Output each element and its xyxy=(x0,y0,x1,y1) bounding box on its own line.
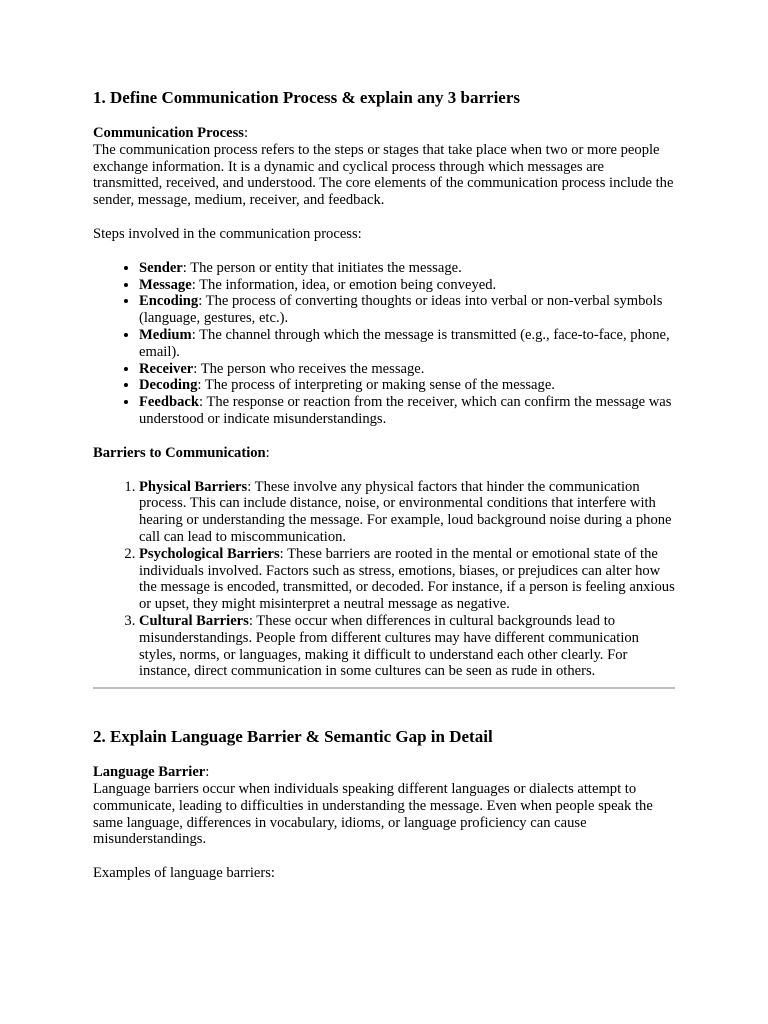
barrier-desc: : These occur when differences in cultural backgrounds lead to misunderstandings. People from different cultures may have different communication styles, norms, or languages, making it difficult to understand each other clearly. For instance, direct communication in some cultures can be seen as rude in others. xyxy=(139,612,639,680)
step-desc: : The process of converting thoughts or ideas into verbal or non-verbal symbols (language, gestures, etc.). xyxy=(139,293,663,327)
barrier-desc: : These involve any physical factors that hinder the communication process. This can include distance, noise, or environmental conditions that interfere with hearing or understanding the message. For example, loud background noise during a phone call can lead to miscommunication. xyxy=(139,478,672,545)
barrier-term: Physical Barriers xyxy=(139,478,248,495)
barrier-desc: : These barriers are rooted in the mental or emotional state of the individuals involved. Factors such as stress, emotions, biases, or prejudices can alter how the message is encoded, transmitted, or decoded. For instance, if a person is feeling anxious or upset, they might misinterpret a neutral message as negative. xyxy=(139,545,675,613)
step-term: Receiver xyxy=(139,360,194,377)
list-item xyxy=(139,361,675,378)
barriers-heading-colon: : xyxy=(265,444,270,461)
list-item xyxy=(139,327,675,361)
list-item xyxy=(139,394,675,428)
process-heading-colon: : xyxy=(243,125,248,141)
list-item xyxy=(139,260,675,277)
barriers-heading xyxy=(93,445,675,462)
barriers-heading-label: Barriers to Communication xyxy=(93,444,266,461)
process-heading xyxy=(93,125,675,142)
step-term: Message xyxy=(139,276,192,293)
examples-intro: Examples of language barriers: xyxy=(93,865,275,882)
steps-intro: Steps involved in the communication process: xyxy=(93,225,362,242)
steps-list xyxy=(93,260,675,428)
list-item xyxy=(139,293,675,327)
barriers-list xyxy=(93,479,675,681)
language-heading-label: Language Barrier xyxy=(93,764,206,781)
step-desc: : The process of interpreting or making sense of the message. xyxy=(197,377,555,394)
list-item xyxy=(139,479,675,546)
list-item xyxy=(139,277,675,294)
step-desc: : The person or entity that initiates the message. xyxy=(182,259,462,276)
process-paragraph: The communication process refers to the steps or stages that take place when two or more people exchange information. It is a dynamic and cyclical process through which messages are transmitted, received, and understood. The core elements of the communication process include the sender, message, medium, receiver, and feedback. xyxy=(93,141,674,209)
section-1-title: 1. Define Communication Process & explain any 3 barriers xyxy=(93,88,521,107)
step-term: Sender xyxy=(139,259,183,276)
step-term: Decoding xyxy=(139,377,198,394)
step-term: Medium xyxy=(139,326,192,343)
list-item xyxy=(139,613,675,680)
step-term: Feedback xyxy=(139,394,199,411)
language-heading xyxy=(93,764,675,781)
language-paragraph: Language barriers occur when individuals speaking different languages or dialects attempt to communicate, leading to difficulties in understanding the message. Even when people speak the same language, differences in vocabulary, idioms, or language proficiency can cause misunderstandings. xyxy=(93,780,653,848)
step-desc: : The person who receives the message. xyxy=(193,360,425,377)
process-heading-label: Communication Process xyxy=(93,125,244,141)
list-item xyxy=(139,377,675,394)
barrier-term: Cultural Barriers xyxy=(139,612,249,629)
language-heading-colon: : xyxy=(205,764,210,781)
step-term: Encoding xyxy=(139,293,199,310)
step-desc: : The channel through which the message is transmitted (e.g., face-to-face, phone, email). xyxy=(139,326,670,360)
section-2-title: 2. Explain Language Barrier & Semantic Gap in Detail xyxy=(93,727,493,747)
list-item xyxy=(139,546,675,613)
barrier-term: Psychological Barriers xyxy=(139,545,280,562)
step-desc: : The response or reaction from the receiver, which can confirm the message was understood or indicate misunderstandings. xyxy=(139,394,672,427)
step-desc: : The information, idea, or emotion being conveyed. xyxy=(191,276,497,293)
